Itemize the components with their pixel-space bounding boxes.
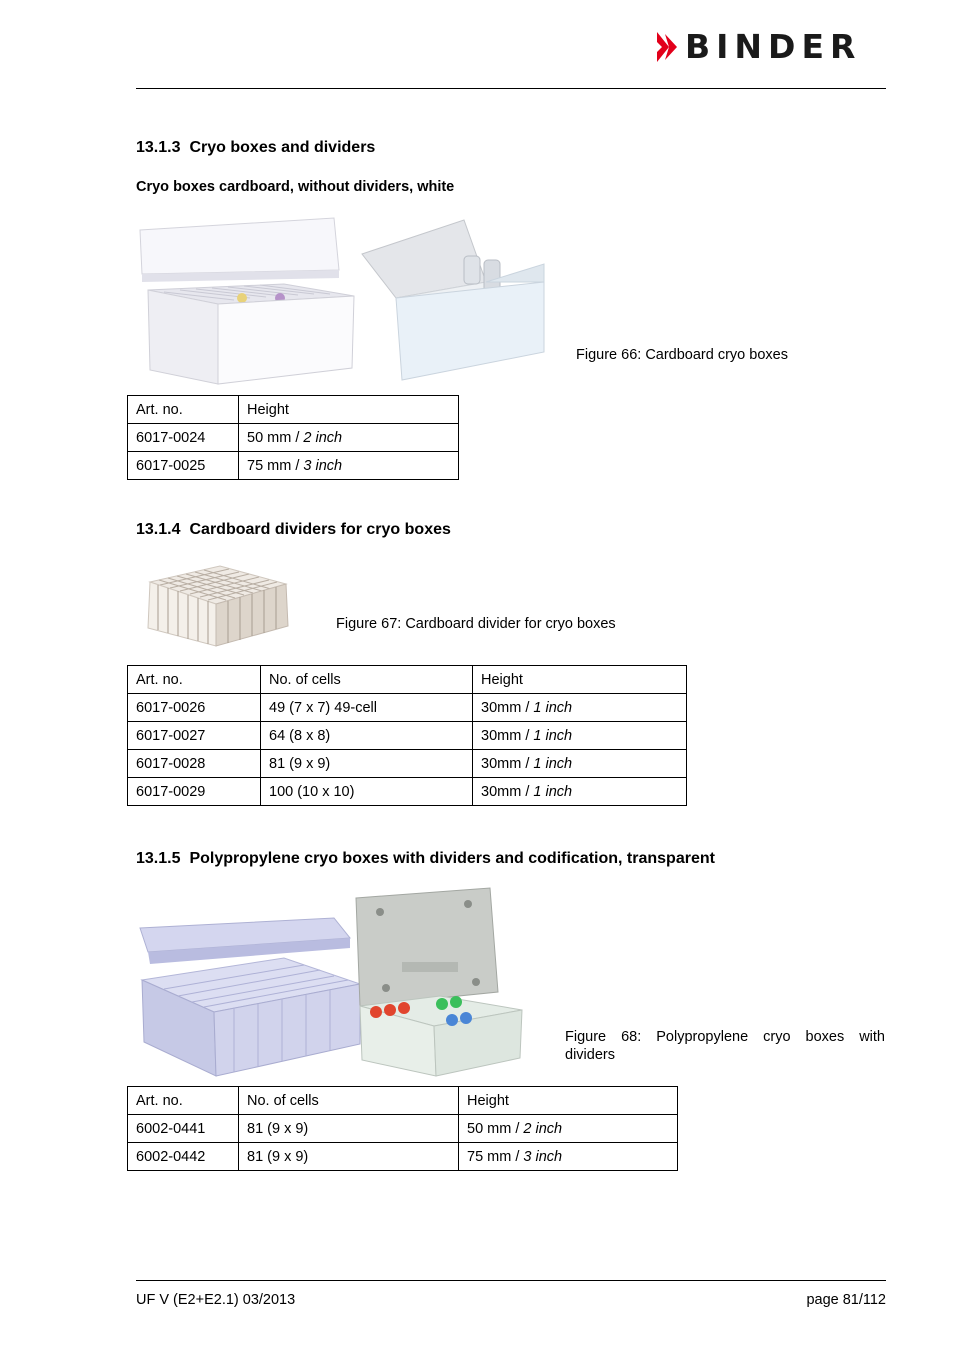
section-subtitle: Cryo boxes cardboard, without dividers, white: [136, 179, 455, 195]
header-rule: [136, 88, 886, 89]
table-cell: 30mm / 1 inch: [473, 750, 687, 778]
section-heading-13-1-4: 13.1.4 Cardboard dividers for cryo boxes: [136, 521, 451, 538]
table-cell: 6017-0024: [128, 424, 239, 452]
table-cell: 81 (9 x 9): [239, 1115, 459, 1143]
table-cell: 6017-0029: [128, 778, 261, 806]
figure-66-caption: Figure 66: Cardboard cryo boxes: [576, 347, 788, 363]
figure-68-caption-line2: dividers: [565, 1047, 615, 1063]
table-row: [128, 778, 687, 806]
binder-logo-mark-icon: [655, 30, 681, 64]
table-cell: 81 (9 x 9): [261, 750, 473, 778]
table-cell: 6017-0027: [128, 722, 261, 750]
table-header-cell: Art. no.: [128, 666, 261, 694]
table-cell: 6002-0442: [128, 1143, 239, 1171]
table-cell: 100 (10 x 10): [261, 778, 473, 806]
table-row: [128, 452, 459, 480]
cardboard-cryo-boxes-image: [134, 212, 550, 386]
table-cell: 50 mm / 2 inch: [459, 1115, 678, 1143]
table-header-row: [128, 1087, 678, 1115]
table-cell: 6017-0026: [128, 694, 261, 722]
footer-document-id: UF V (E2+E2.1) 03/2013: [136, 1292, 296, 1308]
table-cell: 50 mm / 2 inch: [239, 424, 459, 452]
cryo-boxes-table: [127, 395, 459, 480]
table-header-cell: Art. no.: [128, 1087, 239, 1115]
polypropylene-cryo-boxes-image: [134, 886, 534, 1078]
binder-logo: [655, 27, 887, 66]
footer-page-number: page 81/112: [806, 1292, 886, 1308]
table-row: [128, 1143, 678, 1171]
table-cell: 30mm / 1 inch: [473, 778, 687, 806]
table-cell: 6017-0025: [128, 452, 239, 480]
figure-68-caption-line1: Figure 68: Polypropylene cryo boxes with: [565, 1029, 885, 1045]
table-cell: 75 mm / 3 inch: [459, 1143, 678, 1171]
table-cell: 49 (7 x 7) 49-cell: [261, 694, 473, 722]
section-heading-13-1-3: 13.1.3 Cryo boxes and dividers: [136, 139, 376, 156]
table-row: [128, 750, 687, 778]
figure-67-caption: Figure 67: Cardboard divider for cryo boxes: [336, 616, 616, 632]
table-header-cell: Height: [459, 1087, 678, 1115]
table-cell: 75 mm / 3 inch: [239, 452, 459, 480]
table-header-cell: No. of cells: [239, 1087, 459, 1115]
cardboard-divider-image: [140, 560, 292, 650]
table-cell: 64 (8 x 8): [261, 722, 473, 750]
table-header-row: [128, 666, 687, 694]
cardboard-dividers-table: [127, 665, 687, 806]
table-header-cell: Art. no.: [128, 396, 239, 424]
table-row: [128, 424, 459, 452]
table-cell: 6017-0028: [128, 750, 261, 778]
brand-name: BINDER: [685, 27, 862, 66]
polypropylene-boxes-table: [127, 1086, 678, 1171]
table-cell: 81 (9 x 9): [239, 1143, 459, 1171]
table-row: [128, 694, 687, 722]
table-cell: 30mm / 1 inch: [473, 722, 687, 750]
table-header-cell: Height: [239, 396, 459, 424]
table-header-cell: Height: [473, 666, 687, 694]
table-row: [128, 722, 687, 750]
table-header-row: [128, 396, 459, 424]
table-cell: 6002-0441: [128, 1115, 239, 1143]
table-header-cell: No. of cells: [261, 666, 473, 694]
table-cell: 30mm / 1 inch: [473, 694, 687, 722]
table-row: [128, 1115, 678, 1143]
section-heading-13-1-5: 13.1.5 Polypropylene cryo boxes with dividers and codification, transparent: [136, 850, 715, 867]
footer-rule: [136, 1280, 886, 1281]
